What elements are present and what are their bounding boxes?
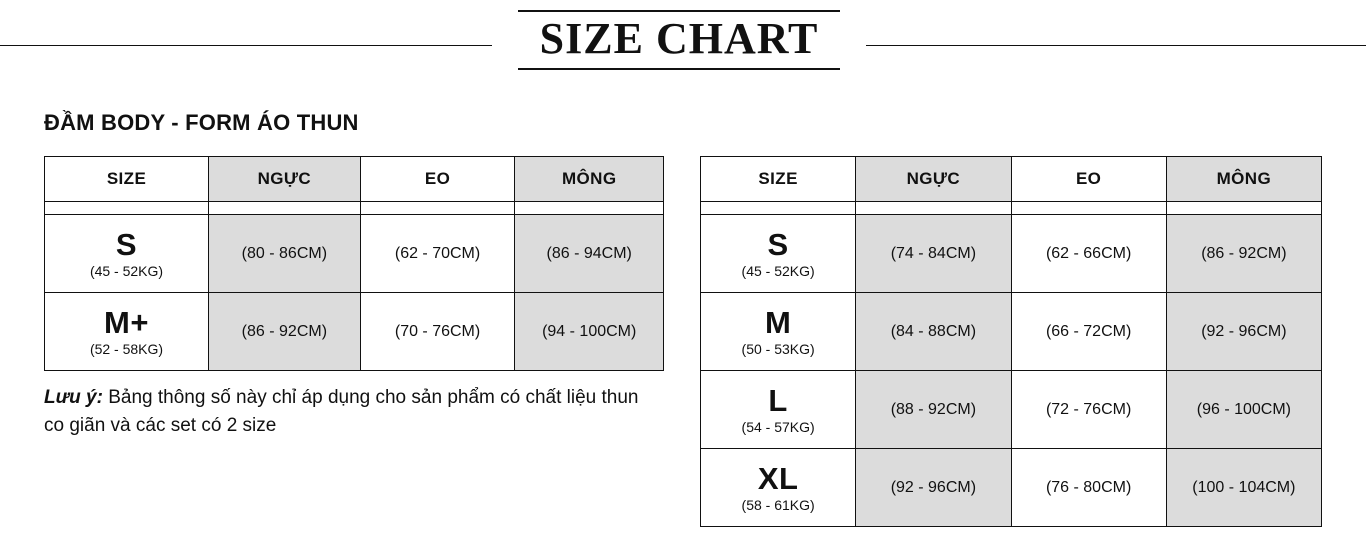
note-label: Lưu ý: [44, 387, 103, 408]
size-cell [45, 293, 209, 371]
measurement-nguc: (80 - 86CM) [209, 215, 361, 293]
measurement-nguc: (74 - 84CM) [856, 215, 1011, 293]
table-spacer-row [45, 202, 664, 215]
column-header-nguc: NGỰC [856, 157, 1011, 202]
size-label: S [115, 226, 138, 262]
size-cell [45, 215, 209, 293]
page-title: SIZE CHART [539, 14, 819, 63]
measurement-eo: (76 - 80CM) [1011, 449, 1166, 527]
measurement-mong: (86 - 92CM) [1166, 215, 1321, 293]
size-table-left [44, 156, 664, 371]
spacer-cell [1166, 202, 1321, 215]
table-header-row [701, 157, 1322, 202]
page-header [0, 0, 1366, 92]
table-row [45, 215, 664, 293]
measurement-mong: (100 - 104CM) [1166, 449, 1321, 527]
spacer-cell [209, 202, 361, 215]
section-heading: ĐẦM BODY - FORM ÁO THUN [44, 110, 359, 135]
column-header-nguc: NGỰC [209, 157, 361, 202]
column-header-size: SIZE [45, 157, 209, 202]
spacer-cell [515, 202, 664, 215]
note-text: Bảng thông số này chỉ áp dụng cho sản phẩm có chất liệu thun co giãn và các set có 2 size [44, 387, 639, 436]
table-row [701, 293, 1322, 371]
table-row [701, 449, 1322, 527]
note [44, 384, 654, 439]
measurement-mong: (92 - 96CM) [1166, 293, 1321, 371]
size-label: S [767, 226, 789, 262]
size-weight: (45 - 52KG) [89, 262, 164, 279]
header-rule-right [866, 45, 1366, 46]
measurement-nguc: (92 - 96CM) [856, 449, 1011, 527]
size-label: XL [757, 460, 799, 496]
size-cell [701, 215, 856, 293]
size-cell [701, 371, 856, 449]
table-row [701, 215, 1322, 293]
header-rule-left [0, 45, 492, 46]
size-table-right [700, 156, 1322, 527]
measurement-eo: (62 - 70CM) [360, 215, 515, 293]
column-header-eo: EO [360, 157, 515, 202]
measurement-nguc: (86 - 92CM) [209, 293, 361, 371]
measurement-eo: (72 - 76CM) [1011, 371, 1166, 449]
measurement-mong: (94 - 100CM) [515, 293, 664, 371]
measurement-nguc: (88 - 92CM) [856, 371, 1011, 449]
size-weight: (45 - 52KG) [741, 262, 815, 279]
measurement-mong: (96 - 100CM) [1166, 371, 1321, 449]
measurement-mong: (86 - 94CM) [515, 215, 664, 293]
size-table-right-wrapper [700, 156, 1322, 527]
size-weight: (52 - 58KG) [89, 340, 164, 357]
spacer-cell [360, 202, 515, 215]
measurement-eo: (70 - 76CM) [360, 293, 515, 371]
spacer-cell [45, 202, 209, 215]
column-header-eo: EO [1011, 157, 1166, 202]
column-header-size: SIZE [701, 157, 856, 202]
column-header-mong: MÔNG [515, 157, 664, 202]
size-weight: (54 - 57KG) [741, 418, 815, 435]
size-label: M [764, 304, 792, 340]
title-box [518, 10, 840, 70]
column-header-mong: MÔNG [1166, 157, 1321, 202]
spacer-cell [856, 202, 1011, 215]
table-spacer-row [701, 202, 1322, 215]
size-cell [701, 449, 856, 527]
measurement-eo: (62 - 66CM) [1011, 215, 1166, 293]
size-weight: (50 - 53KG) [741, 340, 815, 357]
measurement-nguc: (84 - 88CM) [856, 293, 1011, 371]
table-header-row [45, 157, 664, 202]
measurement-eo: (66 - 72CM) [1011, 293, 1166, 371]
size-cell [701, 293, 856, 371]
size-label: L [768, 382, 788, 418]
table-row [701, 371, 1322, 449]
size-label: M+ [104, 304, 149, 340]
table-row [45, 293, 664, 371]
spacer-cell [1011, 202, 1166, 215]
spacer-cell [701, 202, 856, 215]
size-table-left-wrapper [44, 156, 664, 371]
size-weight: (58 - 61KG) [741, 496, 815, 513]
